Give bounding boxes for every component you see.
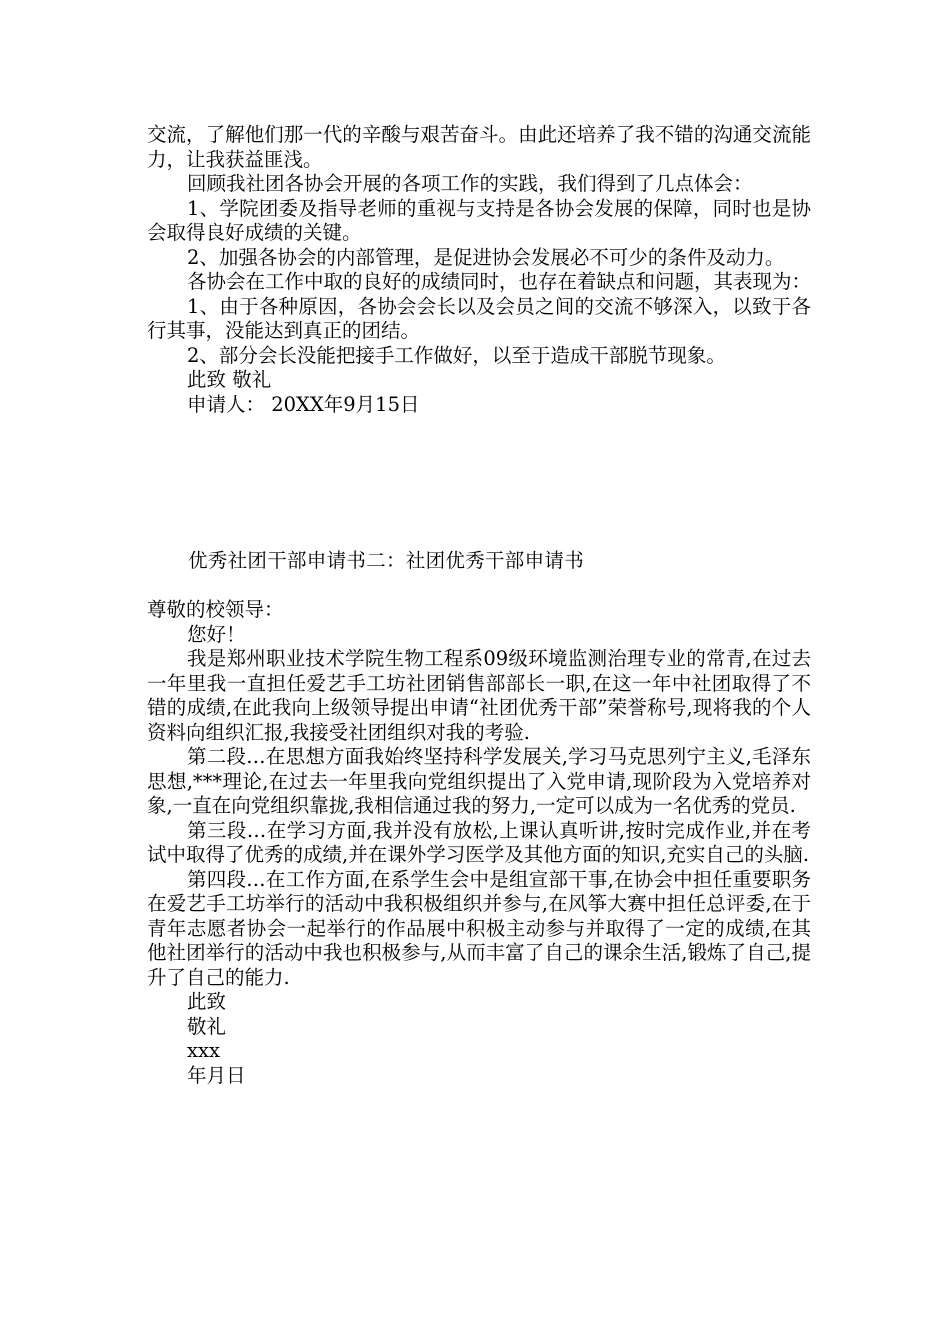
paragraph: xxx xyxy=(187,1039,220,1062)
paragraph: 年月日 xyxy=(187,1063,246,1087)
paragraph: 第二段…在思想方面我始终坚持科学发展关,学习马克思列宁主义,毛泽东思想,***理论,在过去一年里我向党组织提出了入党申请,现阶段为入党培养对象,一直在向党组织靠拢,我相信通过我的努力,一定可以成为一名优秀的党员. xyxy=(147,745,811,817)
paragraph: 我是郑州职业技术学院生物工程系09级环境监测治理专业的常青,在过去一年里我一直担任爱艺手工坊社团销售部部长一职,在这一年中社团取得了不错的成绩,在此我向上级领导提出申请“社团优秀干部”荣誉称号,现将我的个人资料向组织汇报,我接受社团组织对我的考验. xyxy=(147,647,811,744)
paragraph: 敬礼 xyxy=(187,1014,227,1038)
paragraph: 2、加强各协会的内部管理，是促进协会发展必不可少的条件及动力。 xyxy=(187,245,785,269)
paragraph: 1、由于各种原因，各协会会长以及会员之间的交流不够深入，以致于各行其事，没能达到真正的团结。 xyxy=(147,294,811,342)
letter-one-body xyxy=(147,123,811,417)
paragraph: 申请人： 20XX年9月15日 xyxy=(187,392,420,416)
paragraph: 回顾我社团各协会开展的各项工作的实践，我们得到了几点体会： xyxy=(187,172,753,195)
paragraph: 此致 敬礼 xyxy=(187,368,272,391)
paragraph: 1、学院团委及指导老师的重视与支持是各协会发展的保障，同时也是协会取得良好成绩的关键。 xyxy=(147,196,811,244)
paragraph: 尊敬的校领导： xyxy=(147,598,284,621)
paragraph: 交流，了解他们那一代的辛酸与艰苦奋斗。由此还培养了我不错的沟通交流能力，让我获益匪浅。 xyxy=(147,123,811,171)
paragraph: 2、部分会长没能把接手工作做好，以至于造成干部脱节现象。 xyxy=(187,343,726,367)
paragraph: 第四段…在工作方面,在系学生会中是组宣部干事,在协会中担任重要职务在爱艺手工坊举行的活动中我积极组织并参与,在风筝大赛中担任总评委,在于青年志愿者协会一起举行的作品展中积极主动参与并取得了一定的成绩,在其他社团举行的活动中我也积极参与,从而丰富了自己的课余生活,锻炼了自己,提升了自己的能力. xyxy=(147,867,811,989)
paragraph: 各协会在工作中取的良好的成绩同时，也存在着缺点和问题，其表现为： xyxy=(187,270,812,293)
section-two-title: 优秀社团干部申请书二：社团优秀干部申请书 xyxy=(188,549,585,572)
paragraph: 您好！ xyxy=(187,622,246,646)
paragraph: 第三段…在学习方面,我并没有放松,上课认真听讲,按时完成作业,并在考试中取得了优秀的成绩,并在课外学习医学及其他方面的知识,充实自己的头脑. xyxy=(147,818,811,866)
paragraph: 此致 xyxy=(187,990,227,1013)
letter-two-body xyxy=(147,598,811,1088)
